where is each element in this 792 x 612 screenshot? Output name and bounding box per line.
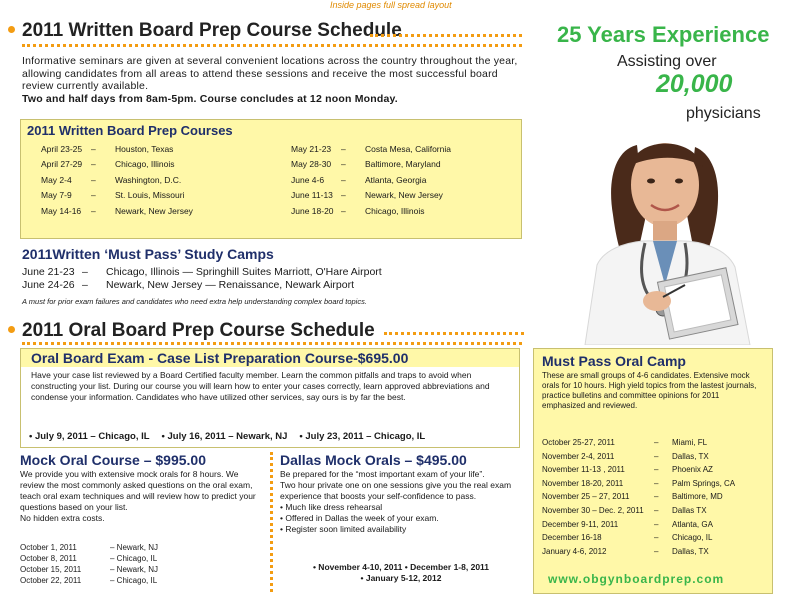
mock-oral-body	[20, 469, 258, 524]
written-intro	[22, 55, 532, 105]
schedule-date: June 21-23	[22, 266, 75, 278]
must-pass-title: Must Pass Oral Camp	[542, 353, 686, 369]
schedule-row	[542, 436, 735, 450]
schedule-location: Newark, New Jersey — Renaissance, Newark Airport	[106, 279, 355, 291]
schedule-location: – Newark, NJ	[110, 543, 159, 552]
schedule-row	[41, 142, 193, 157]
schedule-row	[542, 545, 735, 559]
schedule-date: May 7-9	[41, 190, 72, 201]
schedule-location: Chicago, Illinois	[365, 205, 425, 216]
schedule-location: Washington, D.C.	[115, 174, 182, 185]
dallas-dates	[286, 562, 516, 584]
dallas-bullet: • Offered in Dallas the week of your exam.	[280, 513, 439, 523]
schedule-row	[41, 188, 193, 203]
schedule-location: Newark, New Jersey	[365, 190, 443, 201]
camps-title: 2011Written ‘Must Pass’ Study Camps	[22, 246, 274, 262]
schedule-date: June 24-26	[22, 279, 75, 291]
schedule-row	[22, 266, 382, 279]
schedule-dash: –	[82, 266, 88, 278]
case-list-body: Have your case list reviewed by a Board Certified faculty member. Learn the common pitfalls and traps to avoid when constructing your list. During our course you will learn how to enter your cases correctly, learn approved abbreviations and condense your information. Candidates who have utilized other services, say ours is by far the best.	[31, 370, 490, 402]
schedule-date: May 14-16	[41, 205, 82, 216]
dallas-date-line: • January 5-12, 2012	[360, 573, 442, 583]
schedule-date: October 8, 2011	[20, 554, 77, 563]
case-date: • July 23, 2011 – Chicago, IL	[299, 431, 426, 442]
dotted-divider	[370, 34, 522, 37]
top-note: Inside pages full spread layout	[330, 0, 452, 10]
schedule-row	[41, 157, 193, 172]
schedule-location: – Newark, NJ	[110, 565, 159, 574]
dallas-text: Be prepared for the “most important exam of your life”.	[280, 469, 485, 479]
assisting-text: Assisting over	[617, 53, 717, 70]
schedule-date: November 30 – Dec. 2, 2011	[542, 505, 644, 515]
schedule-dash: –	[341, 174, 346, 185]
mock-oral-title: Mock Oral Course – $995.00	[20, 452, 206, 468]
dotted-divider	[22, 342, 522, 345]
schedule-dash: –	[654, 492, 659, 502]
schedule-row	[41, 173, 193, 188]
schedule-date: May 28-30	[291, 159, 332, 170]
dallas-date-line: • November 4-10, 2011 • December 1-8, 2011	[312, 562, 490, 572]
schedule-date: June 4-6	[291, 174, 325, 185]
schedule-date: April 27-29	[41, 159, 83, 170]
oral-section-title: 2011 Oral Board Prep Course Schedule	[22, 320, 375, 341]
schedule-location: Baltimore, Maryland	[365, 159, 441, 170]
schedule-date: April 23-25	[41, 144, 83, 154]
intro-text: Informative seminars are given at several convenient locations across the country throughout the year, allowing candidates from all areas to attend these sessions and receive the most successful board review currently available.	[22, 55, 518, 92]
schedule-location: – Chicago, IL	[110, 576, 158, 585]
schedule-date: October 15, 2011	[20, 565, 82, 574]
dallas-text: Two hour private one on one sessions give you the real exam experience that boosts your self-confidence to pass.	[280, 480, 512, 501]
schedule-location: Palm Springs, CA	[672, 478, 736, 488]
schedule-row	[291, 157, 451, 172]
camps-note: A must for prior exam failures and candidates who need extra help understanding complex board topics.	[22, 297, 367, 306]
schedule-row	[542, 504, 735, 518]
schedule-row	[41, 204, 193, 219]
schedule-date: January 4-6, 2012	[542, 546, 607, 556]
schedule-dash: –	[341, 190, 346, 201]
schedule-location: Atlanta, GA	[672, 519, 713, 529]
schedule-dash: –	[91, 205, 96, 216]
schedule-location: Miami, FL	[672, 438, 708, 447]
dallas-bullet: • Much like dress rehearsal	[280, 502, 383, 512]
dallas-bullet: • Register soon limited availability	[280, 524, 407, 534]
must-pass-body: These are small groups of 4-6 candidates. Extensive mock orals for 10 hours. High yield topics from the lastest journals, practice bulletins and committee opinions for 2011 emphasized and reviewed.	[542, 371, 757, 410]
doctor-photo	[545, 125, 785, 345]
schedule-date: November 18-20, 2011	[542, 478, 624, 488]
schedule-location: Atlanta, Georgia	[365, 174, 427, 185]
schedule-row	[20, 564, 158, 575]
experience-heading: 25 Years Experience	[557, 22, 770, 47]
schedule-dash: –	[341, 159, 346, 170]
dotted-divider	[22, 44, 522, 47]
schedule-date: November 2-4, 2011	[542, 451, 615, 461]
schedule-dash: –	[654, 533, 659, 543]
website-link[interactable]: www.obgynboardprep.com	[548, 572, 725, 586]
schedule-dash: –	[91, 174, 96, 185]
case-date: • July 16, 2011 – Newark, NJ	[161, 431, 288, 442]
case-list-dates	[29, 431, 425, 442]
intro-bold: Two and half days from 8am-5pm. Course concludes at 12 noon Monday.	[22, 92, 398, 105]
physician-count: 20,000	[656, 70, 733, 98]
dotted-divider	[384, 332, 524, 335]
schedule-location: Chicago, Illinois	[115, 159, 175, 170]
schedule-row	[20, 542, 158, 553]
schedule-row	[542, 477, 735, 491]
schedule-row	[20, 553, 158, 564]
schedule-date: November 11-13 , 2011	[542, 465, 625, 475]
camps-list	[22, 266, 382, 292]
schedule-row	[542, 463, 735, 477]
schedule-date: October 22, 2011	[20, 576, 82, 585]
schedule-row	[542, 531, 735, 545]
mock-oral-extra: No hidden extra costs.	[20, 513, 105, 523]
schedule-dash: –	[654, 478, 659, 488]
must-pass-box	[533, 348, 773, 594]
schedule-date: December 16-18	[542, 533, 602, 543]
schedule-date: May 21-23	[291, 144, 332, 154]
schedule-dash: –	[91, 190, 96, 201]
schedule-date: May 2-4	[41, 174, 72, 185]
schedule-dash: –	[341, 144, 346, 154]
schedule-location: Houston, Texas	[115, 144, 174, 154]
must-pass-list	[542, 436, 735, 558]
schedule-date: December 9-11, 2011	[542, 519, 619, 529]
schedule-location: Baltimore, MD	[672, 492, 723, 502]
dallas-title: Dallas Mock Orals – $495.00	[280, 452, 467, 468]
schedule-location: Newark, New Jersey	[115, 205, 193, 216]
dotted-vertical-divider	[270, 452, 273, 592]
schedule-date: June 18-20	[291, 205, 334, 216]
schedule-date: November 25 – 27, 2011	[542, 492, 630, 502]
schedule-row	[291, 142, 451, 157]
schedule-location: Chicago, Illinois — Springhill Suites Marriott, O'Hare Airport	[106, 266, 382, 278]
written-courses-title: 2011 Written Board Prep Courses	[27, 123, 233, 138]
case-list-title: Oral Board Exam - Case List Preparation Course-$695.00	[31, 350, 409, 366]
schedule-row	[542, 518, 735, 532]
schedule-dash: –	[654, 465, 659, 475]
mock-oral-text: We provide you with extensive mock orals for 8 hours. We review the most commonly asked questions on the oral exam, teach oral exam techniques and will review how to predict your questions based on your list.	[20, 469, 256, 512]
schedule-row	[542, 490, 735, 504]
schedule-row	[20, 575, 158, 586]
case-list-box	[20, 348, 520, 448]
bullet-dot	[8, 26, 15, 33]
written-left-list	[41, 142, 193, 219]
schedule-location: – Chicago, IL	[110, 554, 158, 563]
schedule-date: June 11-13	[291, 190, 333, 201]
schedule-row	[291, 173, 451, 188]
bullet-dot	[8, 326, 15, 333]
schedule-dash: –	[654, 451, 659, 461]
dallas-body	[280, 469, 516, 535]
schedule-date: October 1, 2011	[20, 543, 77, 552]
written-section-title: 2011 Written Board Prep Course Schedule	[22, 20, 402, 41]
written-right-list	[291, 142, 451, 219]
schedule-dash: –	[654, 546, 659, 556]
schedule-dash: –	[654, 519, 659, 529]
schedule-date: October 25-27, 2011	[542, 438, 615, 447]
schedule-location: Phoenix AZ	[672, 465, 713, 475]
physicians-text: physicians	[686, 105, 761, 122]
schedule-row	[291, 204, 451, 219]
schedule-dash: –	[82, 279, 88, 291]
schedule-location: Dallas, TX	[672, 451, 709, 461]
mock-oral-dates	[20, 542, 158, 586]
schedule-row	[22, 279, 382, 292]
schedule-dash: –	[654, 505, 659, 515]
schedule-dash: –	[341, 205, 346, 216]
schedule-row	[542, 450, 735, 464]
written-courses-box	[20, 119, 522, 239]
schedule-location: St. Louis, Missouri	[115, 190, 185, 201]
schedule-dash: –	[91, 159, 96, 170]
schedule-dash: –	[91, 144, 96, 154]
schedule-dash: –	[654, 438, 659, 447]
schedule-location: Chicago, IL	[672, 533, 713, 543]
case-date: • July 9, 2011 – Chicago, IL	[29, 431, 150, 442]
schedule-location: Dallas TX	[672, 505, 707, 515]
schedule-location: Dallas, TX	[672, 546, 709, 556]
schedule-row	[291, 188, 451, 203]
schedule-location: Costa Mesa, California	[365, 144, 451, 154]
